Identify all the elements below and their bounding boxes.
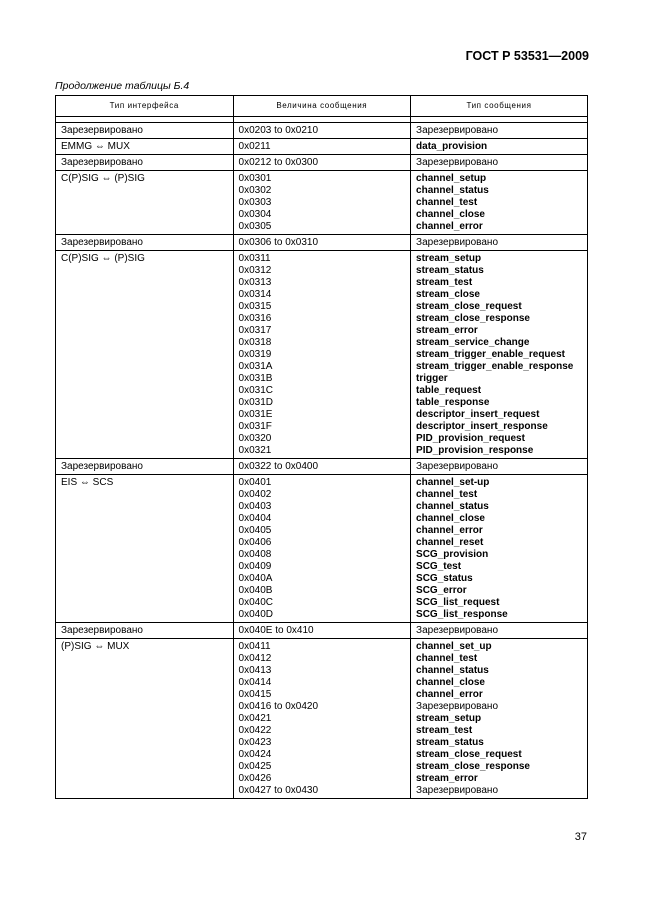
column-header-value: Величина сообщения	[233, 96, 411, 117]
message-value: 0x0304	[238, 209, 272, 220]
table-row	[56, 475, 588, 623]
message-type: data_provision	[416, 141, 488, 152]
message-type: stream_error	[416, 773, 478, 784]
message-value: 0x0408	[238, 549, 272, 560]
message-value: 0x0427 to 0x0430	[238, 785, 319, 796]
message-type: stream_test	[416, 725, 473, 736]
message-type: stream_setup	[416, 253, 482, 264]
value-cell	[233, 459, 411, 475]
message-type: SCG_test	[416, 561, 462, 572]
table-caption: Продолжение таблицы Б.4	[55, 80, 190, 92]
message-value: 0x0405	[238, 525, 272, 536]
message-type: Зарезервировано	[416, 625, 498, 636]
message-type: channel_set_up	[416, 641, 492, 652]
table-row	[56, 139, 588, 155]
message-value: 0x0415	[238, 689, 272, 700]
message-type: Зарезервировано	[416, 237, 498, 248]
message-value: 0x031F	[238, 421, 272, 432]
message-type: stream_error	[416, 325, 478, 336]
message-type: channel_test	[416, 653, 478, 664]
type-cell	[411, 123, 588, 139]
message-type: channel_test	[416, 197, 478, 208]
message-value: 0x0314	[238, 289, 272, 300]
message-value: 0x0322 to 0x0400	[238, 461, 319, 472]
type-cell	[411, 251, 588, 459]
message-type: stream_close_request	[416, 749, 522, 760]
message-value: 0x0424	[238, 749, 272, 760]
value-cell	[233, 155, 411, 171]
message-type: SCG_list_request	[416, 597, 500, 608]
table-row	[56, 459, 588, 475]
message-type: stream_status	[416, 265, 484, 276]
interface-label: Зарезервировано	[61, 157, 143, 168]
message-type: channel_status	[416, 665, 489, 676]
interface-cell	[56, 155, 234, 171]
message-value: 0x0401	[238, 477, 272, 488]
message-value: 0x0306 to 0x0310	[238, 237, 319, 248]
value-cell	[233, 139, 411, 155]
message-type: descriptor_insert_response	[416, 421, 548, 432]
message-value: 0x031C	[238, 385, 273, 396]
message-type: Зарезервировано	[416, 157, 498, 168]
message-value: 0x0423	[238, 737, 272, 748]
message-value: 0x0305	[238, 221, 272, 232]
value-cell	[233, 123, 411, 139]
table-row	[56, 623, 588, 639]
message-type: stream_status	[416, 737, 484, 748]
value-cell	[233, 171, 411, 235]
table-row	[56, 123, 588, 139]
message-type: channel_close	[416, 209, 485, 220]
value-cell	[233, 623, 411, 639]
document-header: ГОСТ Р 53531—2009	[465, 49, 589, 63]
message-type: SCG_provision	[416, 549, 489, 560]
interface-label: C(P)SIG ⇔ (P)SIG	[61, 253, 145, 264]
message-value: 0x0409	[238, 561, 272, 572]
message-value: 0x0412	[238, 653, 272, 664]
message-type: channel_setup	[416, 173, 487, 184]
value-cell	[233, 639, 411, 799]
message-value: 0x031B	[238, 373, 273, 384]
interface-cell	[56, 235, 234, 251]
message-value: 0x0416 to 0x0420	[238, 701, 319, 712]
table-header-row	[56, 96, 588, 117]
interface-label: EIS ⇔ SCS	[61, 477, 114, 488]
message-table	[55, 95, 588, 799]
message-value: 0x0301	[238, 173, 272, 184]
message-type: stream_service_change	[416, 337, 530, 348]
interface-label: C(P)SIG ⇔ (P)SIG	[61, 173, 145, 184]
table-body	[56, 117, 588, 799]
message-type: channel_reset	[416, 537, 484, 548]
message-value: 0x0302	[238, 185, 272, 196]
column-header-interface: Тип интерфейса	[56, 96, 234, 117]
message-type: stream_close_request	[416, 301, 522, 312]
message-type: SCG_list_response	[416, 609, 508, 620]
message-value: 0x040B	[238, 585, 273, 596]
message-type: SCG_error	[416, 585, 467, 596]
message-value: 0x0321	[238, 445, 272, 456]
message-value: 0x0316	[238, 313, 272, 324]
interface-label: Зарезервировано	[61, 625, 143, 636]
message-type: stream_close_response	[416, 761, 530, 772]
value-cell	[233, 235, 411, 251]
message-type: channel_close	[416, 677, 485, 688]
interface-label: Зарезервировано	[61, 461, 143, 472]
message-value: 0x0414	[238, 677, 272, 688]
message-type: channel_error	[416, 221, 483, 232]
table-row	[56, 235, 588, 251]
message-type: stream_trigger_enable_request	[416, 349, 565, 360]
message-type: channel_set-up	[416, 477, 490, 488]
message-type: channel_error	[416, 689, 483, 700]
value-cell	[233, 251, 411, 459]
message-type: channel_test	[416, 489, 478, 500]
message-type: PID_provision_response	[416, 445, 534, 456]
message-type: channel_status	[416, 501, 489, 512]
message-type: channel_status	[416, 185, 489, 196]
type-cell	[411, 459, 588, 475]
message-type: Зарезервировано	[416, 461, 498, 472]
message-type: stream_trigger_enable_response	[416, 361, 574, 372]
message-value: 0x0402	[238, 489, 272, 500]
interface-label: Зарезервировано	[61, 125, 143, 136]
type-cell	[411, 623, 588, 639]
type-cell	[411, 475, 588, 623]
message-value: 0x0425	[238, 761, 272, 772]
table-row	[56, 639, 588, 799]
message-value: 0x0318	[238, 337, 272, 348]
type-cell	[411, 155, 588, 171]
message-value: 0x0317	[238, 325, 272, 336]
message-type: channel_close	[416, 513, 485, 524]
message-value: 0x0303	[238, 197, 272, 208]
interface-label: EMMG ⇔ MUX	[61, 141, 130, 152]
interface-cell	[56, 139, 234, 155]
message-type: Зарезервировано	[416, 701, 498, 712]
message-value: 0x0421	[238, 713, 272, 724]
message-value: 0x0422	[238, 725, 272, 736]
message-value: 0x0319	[238, 349, 272, 360]
type-cell	[411, 139, 588, 155]
type-cell	[411, 235, 588, 251]
type-cell	[411, 171, 588, 235]
interface-cell	[56, 123, 234, 139]
page-number: 37	[574, 831, 587, 843]
message-value: 0x0413	[238, 665, 272, 676]
column-header-type: Тип сообщения	[411, 96, 588, 117]
message-type: stream_close	[416, 289, 480, 300]
message-type: stream_setup	[416, 713, 482, 724]
interface-cell	[56, 251, 234, 459]
message-type: Зарезервировано	[416, 125, 498, 136]
message-value: 0x0406	[238, 537, 272, 548]
message-type: descriptor_insert_request	[416, 409, 540, 420]
message-value: 0x0426	[238, 773, 272, 784]
table-row	[56, 155, 588, 171]
message-type: table_response	[416, 397, 490, 408]
message-value: 0x0403	[238, 501, 272, 512]
interface-cell	[56, 475, 234, 623]
message-type: trigger	[416, 373, 448, 384]
message-value: 0x031A	[238, 361, 273, 372]
message-type: stream_test	[416, 277, 473, 288]
message-value: 0x031D	[238, 397, 273, 408]
interface-cell	[56, 639, 234, 799]
message-value: 0x031E	[238, 409, 273, 420]
message-value: 0x040D	[238, 609, 273, 620]
interface-cell	[56, 459, 234, 475]
message-value: 0x040E to 0x410	[238, 625, 314, 636]
type-cell	[411, 639, 588, 799]
message-value: 0x0404	[238, 513, 272, 524]
message-value: 0x0315	[238, 301, 272, 312]
interface-label: Зарезервировано	[61, 237, 143, 248]
value-cell	[233, 475, 411, 623]
message-value: 0x040A	[238, 573, 273, 584]
interface-cell	[56, 623, 234, 639]
message-value: 0x0212 to 0x0300	[238, 157, 319, 168]
message-value: 0x0311	[238, 253, 271, 264]
message-type: table_request	[416, 385, 482, 396]
message-value: 0x0211	[238, 141, 271, 152]
interface-cell	[56, 171, 234, 235]
message-type: Зарезервировано	[416, 785, 498, 796]
message-type: stream_close_response	[416, 313, 530, 324]
message-value: 0x0320	[238, 433, 272, 444]
message-value: 0x0313	[238, 277, 272, 288]
message-type: SCG_status	[416, 573, 473, 584]
table-row	[56, 251, 588, 459]
interface-label: (P)SIG ⇔ MUX	[61, 641, 130, 652]
table-row	[56, 171, 588, 235]
message-value: 0x0203 to 0x0210	[238, 125, 319, 136]
message-value: 0x0411	[238, 641, 271, 652]
message-type: channel_error	[416, 525, 483, 536]
message-value: 0x040C	[238, 597, 273, 608]
message-value: 0x0312	[238, 265, 272, 276]
message-type: PID_provision_request	[416, 433, 525, 444]
